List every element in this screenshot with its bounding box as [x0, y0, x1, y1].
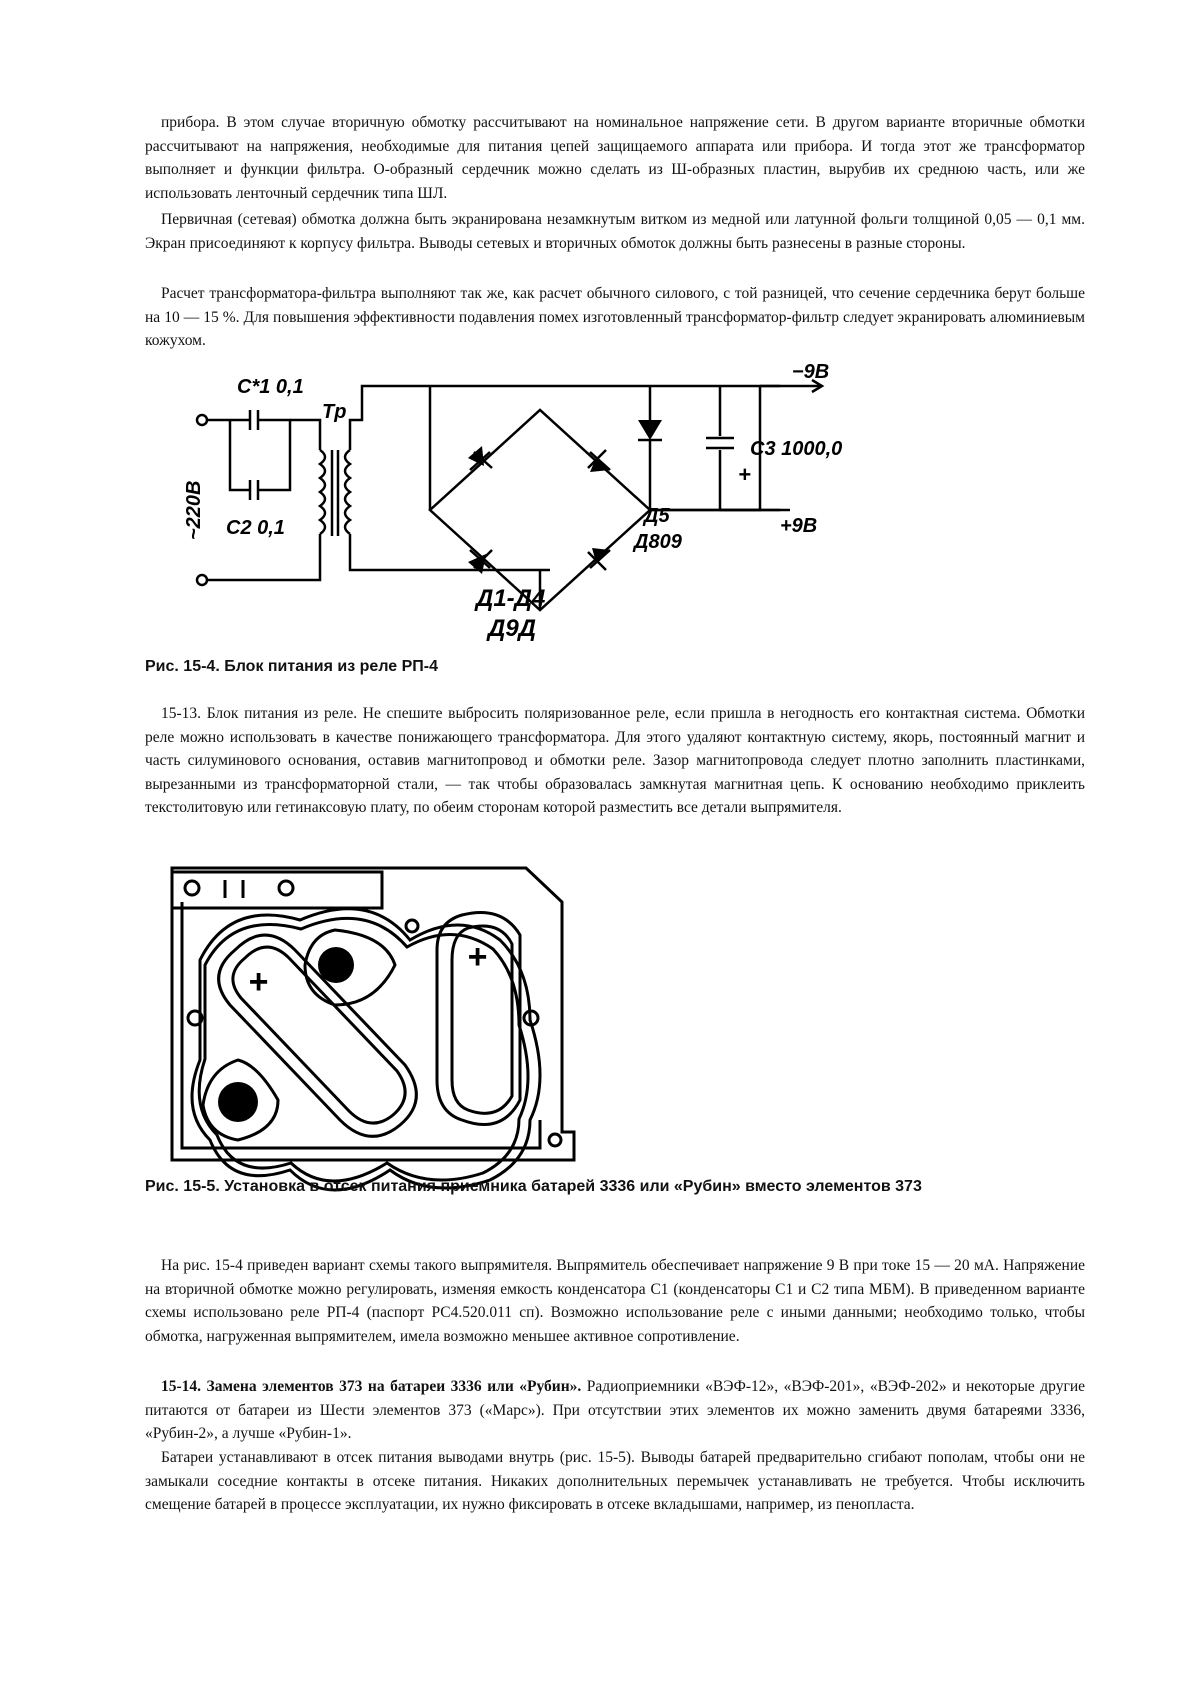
- label-d5: Д5: [644, 505, 670, 527]
- paragraph-6-body: Радиоприемники «ВЭФ-12», «ВЭФ-201», «ВЭФ-202» и некоторые другие питаются от батареи из Шести элементов 373 («Марс»). При отсутствии этих элементов их можно заменить двумя батареями 3336, «Рубин-2», а лучше «Рубин-1».: [145, 1378, 1085, 1443]
- label-d1-d4: Д1-Д4: [476, 585, 546, 612]
- plus-mark-right: +: [467, 938, 487, 976]
- figure-caption-15-4: Рис. 15-4. Блок питания из реле РП-4: [145, 658, 439, 675]
- label-c3-plus: +: [738, 462, 751, 487]
- label-plus-9v: +9В: [780, 515, 818, 537]
- label-mains: ~220В: [183, 480, 205, 540]
- paragraph-7: Батареи устанавливают в отсек питания выводами внутрь (рис. 15-5). Выводы батарей предварительно сгибают пополам, чтобы они не замыкали соседние контакты в отсеке питания. Никаких дополнительных перемычек устанавливать не требуется. Чтобы исключить смещение батарей в процессе эксплуатации, их нужно фиксировать в отсеке вкладышами, например, из пенопласта.: [145, 1449, 1085, 1514]
- paragraph-5: На рис. 15-4 приведен вариант схемы такого выпрямителя. Выпрямитель обеспечивает напряжение 9 В при токе 15 — 20 мА. Напряжение на вторичной обмотке можно регулировать, изменяя емкость конденсатора C1 (конденсаторы C1 и C2 типа МБМ). В приведенном варианте схемы использовано реле РП-4 (паспорт РС4.520.011 сп). Возможно использование реле с иными данными; необходимо только, чтобы обмотка, нагруженная выпрямителем, имела возможно меньшее активное сопротивление.: [145, 1257, 1085, 1345]
- paragraph-6: [145, 1375, 1085, 1446]
- label-c3: C3 1000,0: [750, 438, 843, 460]
- label-d809: Д809: [634, 531, 682, 553]
- label-c2: C2 0,1: [226, 517, 285, 539]
- label-minus-9v: −9В: [792, 361, 830, 383]
- plus-mark-left: +: [248, 963, 268, 1001]
- section-heading-15-14: 15-14. Замена элементов 373 на батареи 3336 или «Рубин».: [161, 1378, 582, 1395]
- figure-caption-15-5: Рис. 15-5. Установка в отсек питания приемника батарей 3336 или «Рубин» вместо элементов 373: [145, 1178, 922, 1195]
- paragraph-1: прибора. В этом случае вторичную обмотку рассчитывают на номинальное напряжение сети. В другом варианте вторичные обмотки рассчитывают на напряжения, необходимые для питания цепей защищаемого аппарата или прибора. И тогда этот же трансформатор выполняет и функции фильтра. О-образный сердечник можно сделать из Ш-образных пластин, вырубив их среднюю часть, или же использовать ленточный сердечник типа ШЛ.: [145, 114, 1085, 202]
- paragraph-3: Расчет трансформатора-фильтра выполняют так же, как расчет обычного силового, с той разницей, что сечение сердечника берут больше на 10 — 15 %. Для повышения эффективности подавления помех изготовленный трансформатор-фильтр следует экранировать алюминиевым кожухом.: [145, 285, 1085, 350]
- paragraph-2: Первичная (сетевая) обмотка должна быть экранирована незамкнутым витком из медной или латунной фольги толщиной 0,05 — 0,1 мм. Экран присоединяют к корпусу фильтра. Выводы сетевых и вторичных обмоток должны быть разнесены в разные стороны.: [145, 211, 1085, 252]
- paragraph-4: 15-13. Блок питания из реле. Не спешите выбросить поляризованное реле, если пришла в негодность его контактная система. Обмотки реле можно использовать в качестве понижающего трансформатора. Для этого удаляют контактную систему, якорь, постоянный магнит и часть силуминового основания, оставив магнитопровод и обмотки реле. Зазор магнитопровода следует плотно заполнить пластинками, вырезанными из трансформаторной стали, — так чтобы образовалась замкнутая магнитная цепь. К основанию необходимо приклеить текстолитовую или гетинаксовую плату, по обеим сторонам которой разместить все детали выпрямителя.: [145, 705, 1085, 817]
- label-d9d: Д9Д: [488, 615, 537, 642]
- label-c1: C*1 0,1: [237, 376, 304, 398]
- label-transformer: Tp: [322, 401, 347, 423]
